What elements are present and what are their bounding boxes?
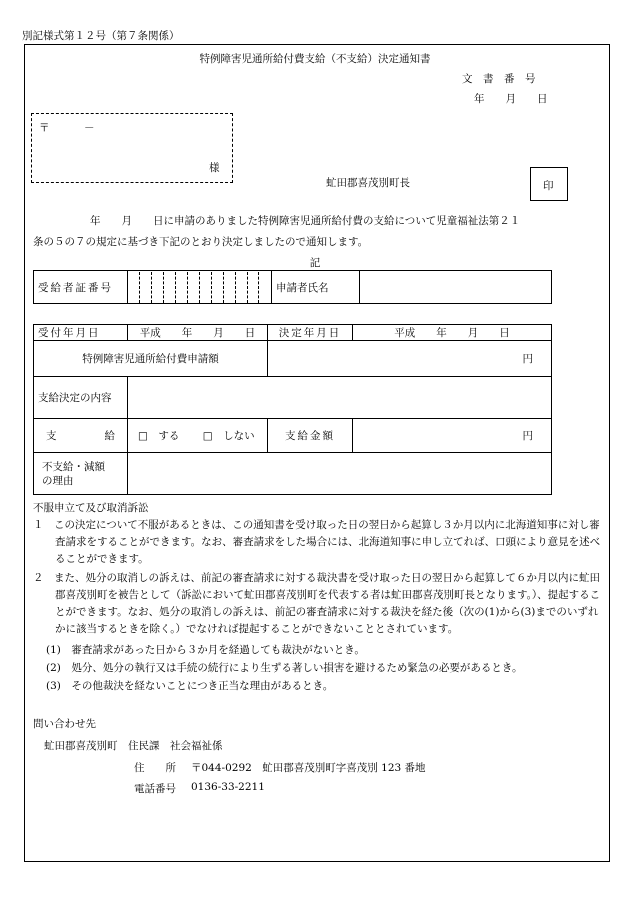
receipt-date-label: 受付年月日 [34, 325, 128, 341]
seal-box [530, 167, 568, 201]
contact-phone-label: 電話番号 [134, 783, 176, 795]
appeal-item-1: (1) 審査請求があった日から３か月を経過しても裁決がないとき。 [46, 644, 365, 656]
receipt-date-value[interactable]: 平成 年 月 日 [128, 325, 268, 341]
body-line-1: 年 月 日に申請のありました特例障害児通所給付費の支給について児童福祉法第２１ [90, 215, 521, 227]
ki-label: 記 [309, 257, 321, 269]
application-amount-label: 特例障害児通所給付費申請額 [34, 341, 268, 377]
postal-dash: － [84, 122, 95, 134]
date-label: 年 月 日 [474, 93, 548, 105]
contact-address-label: 住 所 [134, 762, 176, 774]
contact-address-value: 〒044-0292 虻田郡喜茂別町字喜茂別 123 番地 [191, 762, 426, 774]
contact-dept: 虻田郡喜茂別町 住民課 社会福祉係 [44, 740, 223, 752]
honorific: 様 [209, 162, 220, 174]
issuer-name: 虻田郡喜茂別町長 [326, 177, 410, 189]
payment-options [128, 419, 268, 453]
recipient-id-label: 受給者証番号 [34, 271, 128, 304]
decision-content-field[interactable] [128, 377, 552, 419]
doc-number-label: 文 書 番 号 [462, 73, 536, 85]
applicant-name-label: 申請者氏名 [272, 271, 360, 304]
address-box [31, 113, 233, 183]
applicant-name-field[interactable] [360, 271, 552, 304]
appeal-paragraph-1: １ この決定について不服があるときは、この通知書を受け取った日の翌日から起算し３か月以内に北海道知事に対し審査請求をすることができます。なお、審査請求をした場合には、北海道知事に申し立てれば、口頭により意見を述べることができます。 [33, 519, 601, 565]
application-amount-yen[interactable]: 円 [268, 341, 552, 377]
body-line-2: 条の５の７の規定に基づき下記のとおり決定しましたので通知します。 [33, 236, 369, 248]
postal-mark: 〒 [39, 122, 50, 134]
appeal-heading: 不服申立て及び取消訴訟 [33, 502, 149, 514]
appeal-item-3: (3) その他裁決を経ないことにつき正当な理由があるとき。 [46, 680, 334, 692]
contact-phone-value: 0136-33-2211 [191, 781, 265, 793]
decision-table [33, 324, 552, 495]
payment-amount-yen[interactable]: 円 [353, 419, 552, 453]
reason-field[interactable] [128, 453, 552, 495]
payment-amount-label: 支給金額 [268, 419, 353, 453]
contact-heading: 問い合わせ先 [33, 718, 96, 730]
form-number: 別記様式第１２号（第７条関係） [22, 30, 180, 42]
recipient-id-digits[interactable] [128, 271, 272, 304]
decision-date-value[interactable]: 平成 年 月 日 [353, 325, 552, 341]
document-title: 特例障害児通所給付費支給（不支給）決定通知書 [199, 53, 431, 65]
recipient-table [33, 270, 552, 304]
appeal-item-2: (2) 処分、処分の執行又は手続の続行により生ずる著しい損害を避けるため緊急の必要があるとき。 [46, 662, 523, 674]
reason-label: 不支給・減額 の理由 [34, 453, 128, 495]
decision-date-label: 決定年月日 [268, 325, 353, 341]
option-yes[interactable]: □ する [138, 430, 180, 442]
option-no[interactable]: □ しない [202, 430, 255, 442]
seal-label: 印 [543, 180, 554, 192]
payment-label: 支 給 [34, 419, 128, 453]
appeal-paragraph-2: ２ また、処分の取消しの訴えは、前記の審査請求に対する裁決書を受け取った日の翌日から起算して６か月以内に虻田郡喜茂別町を被告として（訴訟において虻田郡喜茂別町を代表する者は虻田郡喜茂別町長となります。）、提起することができます。なお、処分の取消しの訴えは、前記の審査請求に対する裁決を経た後（次の(1)から(3)までのいずれかに該当するときを除く。）でなければ提起することができないこととされています。 [33, 572, 601, 635]
decision-content-label: 支給決定の内容 [34, 377, 128, 419]
